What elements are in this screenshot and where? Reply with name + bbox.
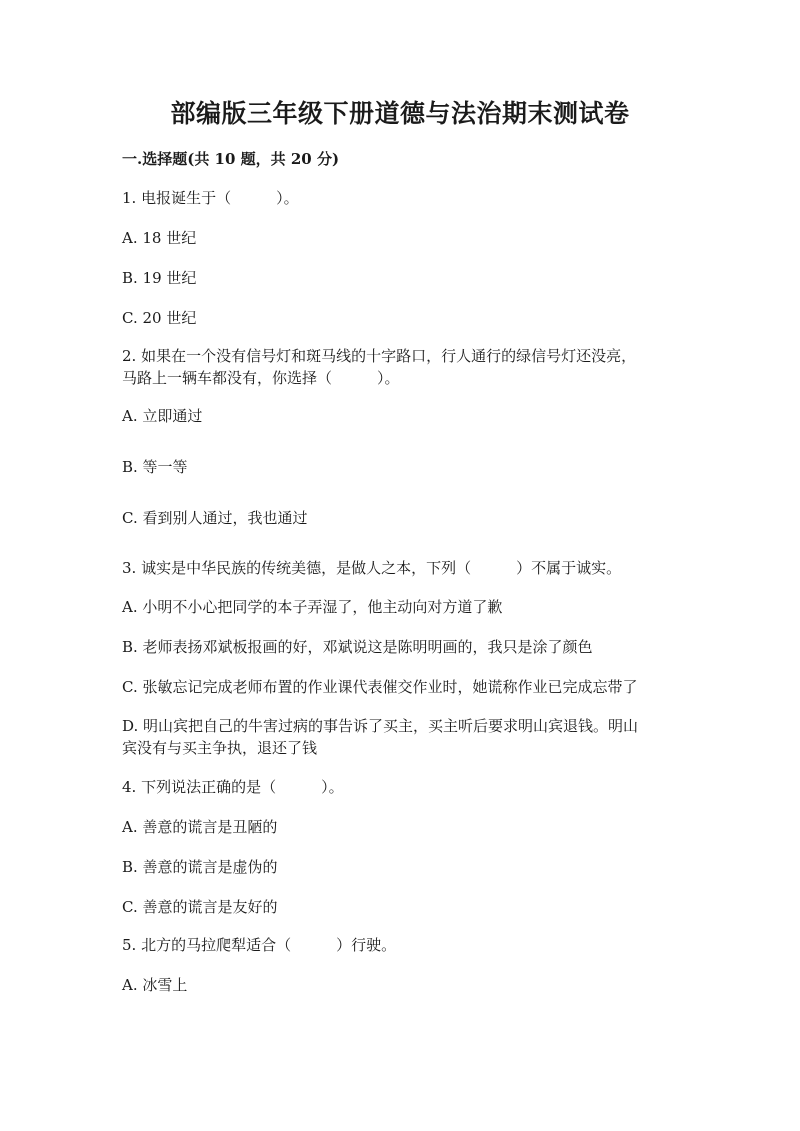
question-4-option-a: A. 善意的谎言是丑陋的 [122, 818, 278, 836]
question-1-stem: 1. 电报诞生于（ ）。 [122, 189, 299, 207]
question-2-option-a: A. 立即通过 [122, 407, 203, 425]
question-2-stem-line-1: 2. 如果在一个没有信号灯和斑马线的十字路口，行人通行的绿信号灯还没亮， [122, 347, 637, 365]
page-title: 部编版三年级下册道德与法治期末测试卷 [170, 99, 630, 128]
section-heading: 一.选择题(共 10 题，共 20 分) [122, 150, 340, 168]
question-4-option-b: B. 善意的谎言是虚伪的 [122, 858, 278, 876]
question-3-option-a: A. 小明不小心把同学的本子弄湿了，他主动向对方道了歉 [122, 598, 503, 616]
question-3-option-b: B. 老师表扬邓斌板报画的好，邓斌说这是陈明明画的，我只是涂了颜色 [122, 638, 593, 656]
question-3-stem: 3. 诚实是中华民族的传统美德，是做人之本，下列（ ）不属于诚实。 [122, 559, 622, 577]
question-3-option-c: C. 张敏忘记完成老师布置的作业课代表催交作业时，她谎称作业已完成忘带了 [122, 678, 638, 696]
question-2-option-b: B. 等一等 [122, 458, 188, 476]
question-5-stem: 5. 北方的马拉爬犁适合（ ）行驶。 [122, 936, 397, 954]
question-2-option-c: C. 看到别人通过，我也通过 [122, 509, 308, 527]
question-1-option-a: A. 18 世纪 [122, 229, 197, 247]
question-1-option-b: B. 19 世纪 [122, 269, 197, 287]
question-1-option-c: C. 20 世纪 [122, 309, 197, 327]
question-2-stem-line-2: 马路上一辆车都没有，你选择（ ）。 [122, 369, 400, 387]
question-4-option-c: C. 善意的谎言是友好的 [122, 898, 278, 916]
question-4-stem: 4. 下列说法正确的是（ ）。 [122, 778, 344, 796]
question-5-option-a: A. 冰雪上 [122, 976, 188, 994]
question-3-option-d-line-1: D. 明山宾把自己的牛害过病的事告诉了买主，买主听后要求明山宾退钱。明山 [122, 717, 639, 735]
question-3-option-d-line-2: 宾没有与买主争执，退还了钱 [122, 739, 318, 757]
